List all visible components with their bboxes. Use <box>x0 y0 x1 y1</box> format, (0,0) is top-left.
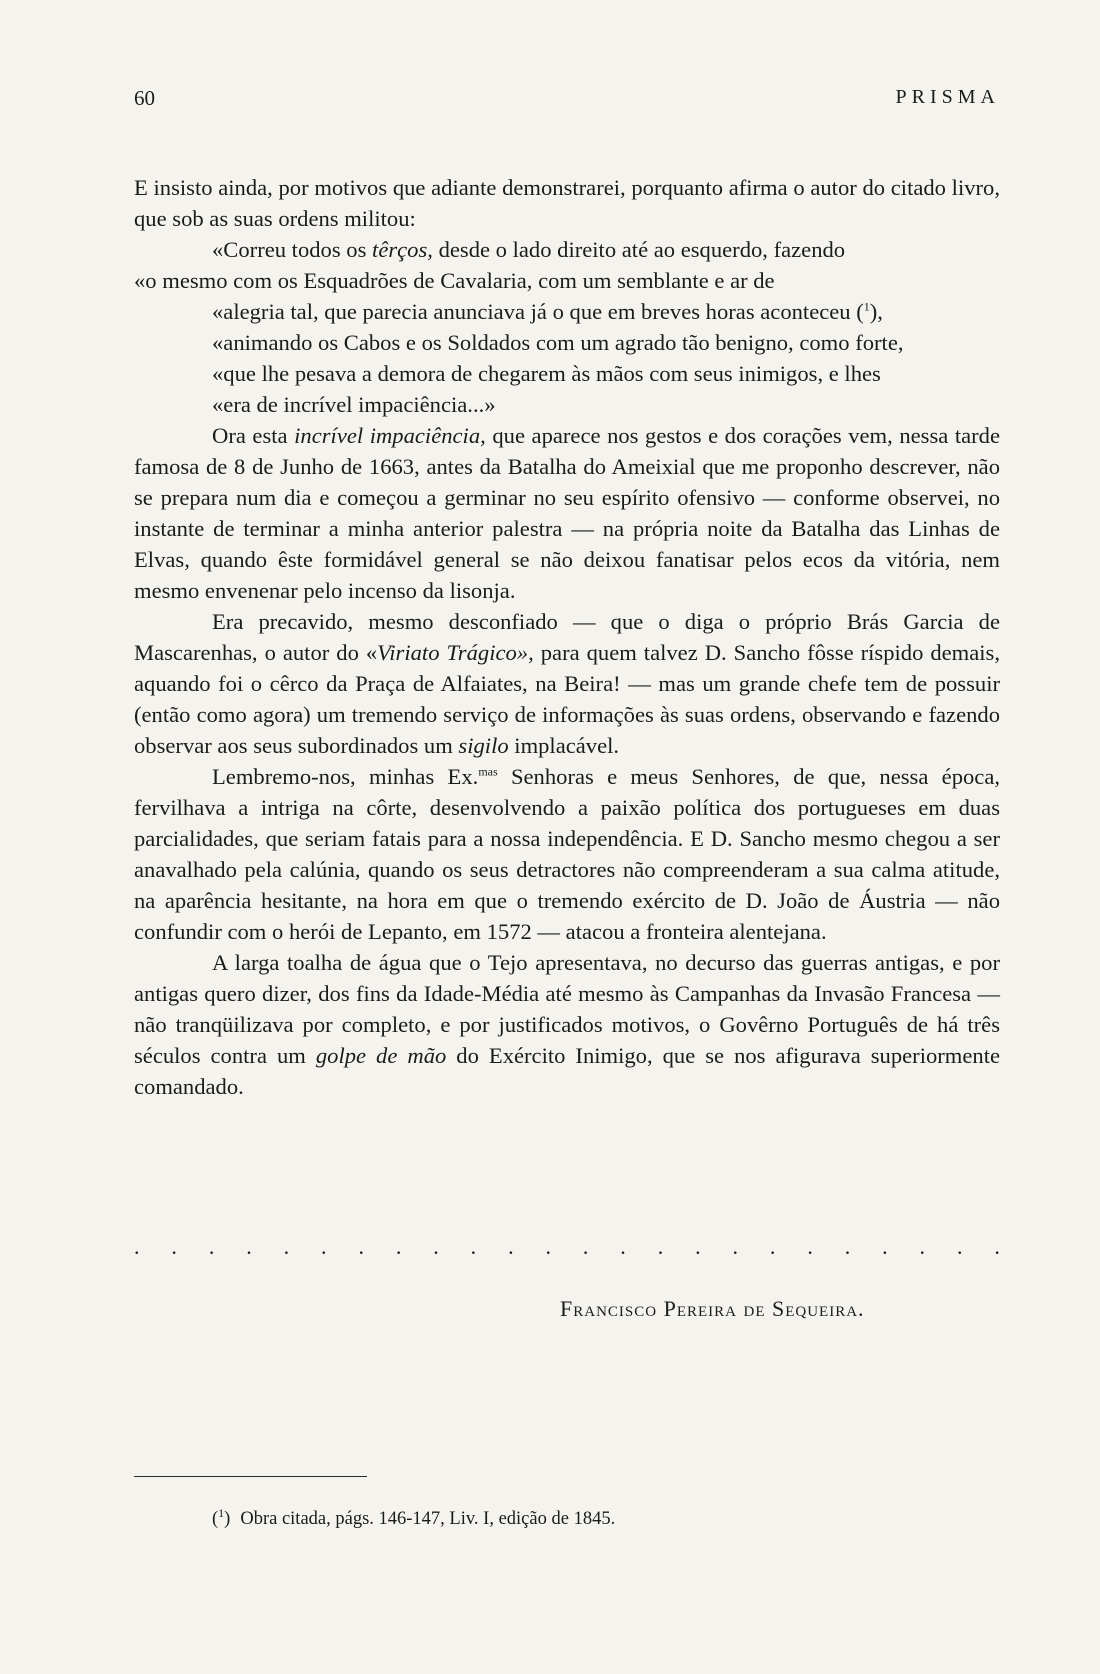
ellipsis-dot: . <box>769 1234 776 1259</box>
ellipsis-dot: . <box>657 1234 664 1259</box>
ellipsis-dot: . <box>582 1234 589 1259</box>
ellipsis-dot: . <box>283 1234 290 1259</box>
ellipsis-dot: . <box>246 1234 252 1259</box>
ellipsis-dot: . <box>882 1234 888 1259</box>
ellipsis-dot: . <box>919 1234 926 1259</box>
ellipsis-dot: . <box>395 1234 402 1259</box>
ellipsis-dot: . <box>956 1234 963 1259</box>
paragraph-4: Era precavido, mesmo desconfiado — que o diga o próprio Brás Garcia de Mascarenhas, o autor do «Viriato Trágico», para quem talvez D. Sancho fôsse ríspido demais, aquando foi o cêrco da Praça de Alfaiates, na Beira! — mas um grande chefe tem de possuir (então como agora) um tremendo serviço de informações às suas ordens, observando e fazendo observar aos seus subordinados um sigilo implacável. <box>134 609 1000 758</box>
quote-line-2: «o mesmo com os Esquadrões de Cavalaria, com um semblante e ar de <box>134 268 775 293</box>
ellipsis-dot: . <box>508 1234 514 1259</box>
ellipsis-dot: . <box>695 1234 701 1259</box>
ellipsis-dot: . <box>358 1234 364 1259</box>
ellipsis-dot: . <box>844 1234 851 1259</box>
ellipsis-dot: . <box>545 1234 551 1259</box>
footnote <box>212 1505 992 1530</box>
ellipsis-row <box>134 1234 1000 1258</box>
ellipsis-dot: . <box>994 1234 1000 1259</box>
ellipsis-dot: . <box>732 1234 738 1259</box>
paragraph-3: Ora esta incrível impaciência, que aparece nos gestos e dos corações vem, nessa tarde famosa de 8 de Junho de 1663, antes da Batalha do Ameixial que me proponho descrever, não se prepara num dia e começou a germinar no seu espírito ofensivo — conforme observei, no instante de terminar a minha anterior palestra — na própria noite da Batalha das Linhas de Elvas, quando êste formidável general se não deixou fanatisar pelos ecos da vitória, nem mesmo envenenar pelo incenso da lisonja. <box>134 423 1000 603</box>
page-number: 60 <box>134 86 155 110</box>
footnote-ref[interactable]: 1 <box>863 299 870 314</box>
quote-line-1: «Correu todos os têrços, desde o lado direito até ao esquerdo, fazendo <box>212 237 846 262</box>
ellipsis-dot: . <box>807 1234 813 1259</box>
superscript-mas: mas <box>478 764 498 779</box>
ellipsis-dot: . <box>208 1234 215 1259</box>
ellipsis-dot: . <box>171 1234 177 1259</box>
block-quote <box>134 234 1000 420</box>
paragraph-5: Lembremo-nos, minhas Ex.$^{mas}$ Senhoras e meus Senhores, de que, nessa época, fervilhava a intriga na côrte, desenvolvendo a paixão política dos portugueses em duas parcialidades, que seriam fatais para a nossa independência. E D. Sancho mesmo chegou a ser anavalhado pela calúnia, quando os seus detractores não compreenderam a sua calma atitude, na aparência hesitante, na hora em que o tremendo exército de D. João de Áustria — não confundir com o herói de Lepanto, em 1572 — atacou a fronteira alentejana. <box>134 764 1000 944</box>
running-header <box>134 86 1000 114</box>
author-signature: Francisco Pereira de Sequeira. <box>560 1296 865 1321</box>
ellipsis-dot: . <box>134 1234 140 1259</box>
quote-line-6: «era de incrível impaciência...» <box>212 392 496 417</box>
paragraph-1: E insisto ainda, por motivos que adiante demonstrarei, porquanto afirma o autor do citado livro, que sob as suas ordens militou: <box>134 175 1000 231</box>
ellipsis-dot: . <box>620 1234 626 1259</box>
ellipsis-dot: . <box>433 1234 439 1259</box>
ellipsis-dot: . <box>470 1234 477 1259</box>
body-text <box>134 172 1000 1102</box>
quote-line-5: «que lhe pesava a demora de chegarem às mãos com seus inimigos, e lhes <box>212 361 881 386</box>
paragraph-6: A larga toalha de água que o Tejo apresentava, no decurso das guerras antigas, e por antigas quero dizer, dos fins da Idade-Média até mesmo às Campanhas da Invasão Francesa — não tranqüilizava por completo, e por justificados motivos, o Govêrno Português de há três séculos contra um golpe de mão do Exército Inimigo, que se nos afigurava superiormente comandado. <box>134 950 1001 1099</box>
ellipsis-dot: . <box>321 1234 327 1259</box>
quote-line-3: «alegria tal, que parecia anunciava já o que em breves horas aconteceu ($^1$), <box>212 299 883 324</box>
footnote-marker: ($^1$) <box>212 1505 231 1529</box>
footnote-text: Obra citada, págs. 146-147, Liv. I, edição de 1845. <box>240 1509 616 1529</box>
quote-line-4: «animando os Cabos e os Soldados com um agrado tão benigno, como forte, <box>212 330 904 355</box>
running-title: PRISMA <box>895 86 1000 108</box>
footnote-divider <box>134 1476 367 1477</box>
